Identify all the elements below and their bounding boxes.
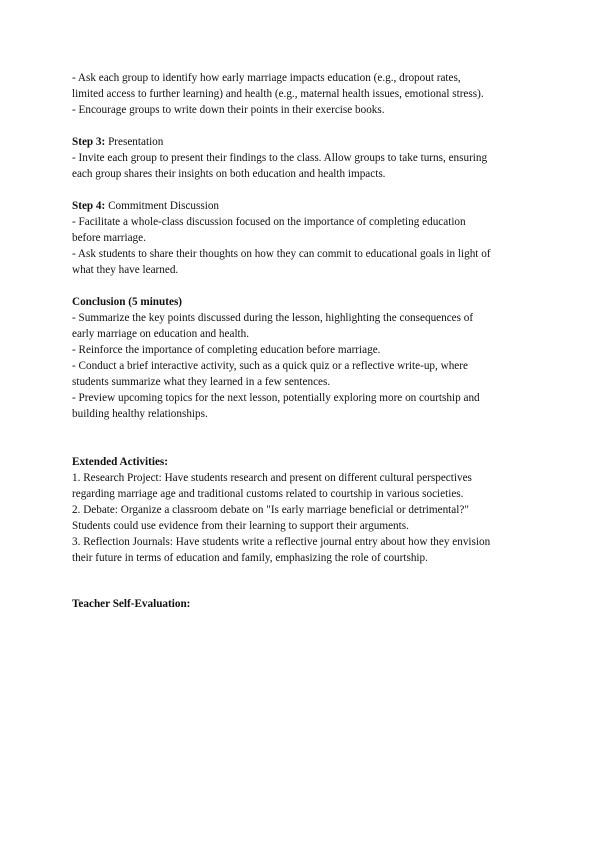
step3-title: Presentation xyxy=(105,136,164,148)
extended-activities-line: Students could use evidence from their learning to support their arguments. xyxy=(72,520,409,532)
conclusion-section xyxy=(72,294,532,422)
step4-heading xyxy=(72,198,532,214)
step4-label: Step 4: xyxy=(72,200,106,212)
step3-section xyxy=(72,134,532,182)
document-page xyxy=(72,70,532,612)
extended-activities-heading: Extended Activities: xyxy=(72,456,169,468)
extended-activities-line: 1. Research Project: Have students research and present on different cultural perspectives xyxy=(72,472,472,484)
intro-section xyxy=(72,70,532,118)
step4-line: - Facilitate a whole-class discussion focused on the importance of completing education xyxy=(72,216,466,228)
conclusion-line: - Summarize the key points discussed during the lesson, highlighting the consequences of xyxy=(72,312,474,324)
step3-line: - Invite each group to present their findings to the class. Allow groups to take turns, ensuring xyxy=(72,152,488,164)
teacher-self-evaluation-section xyxy=(72,596,532,612)
extended-activities-section xyxy=(72,454,532,566)
step3-label: Step 3: xyxy=(72,136,106,148)
teacher-self-evaluation-heading: Teacher Self-Evaluation: xyxy=(72,598,191,610)
extended-activities-line: 2. Debate: Organize a classroom debate on "Is early marriage beneficial or detrimental?" xyxy=(72,504,469,516)
step3-line: each group shares their insights on both education and health impacts. xyxy=(72,168,386,180)
conclusion-line: building healthy relationships. xyxy=(72,408,208,420)
conclusion-line: students summarize what they learned in a few sentences. xyxy=(72,376,331,388)
step4-line: - Ask students to share their thoughts on how they can commit to educational goals in light of xyxy=(72,248,491,260)
conclusion-heading: Conclusion (5 minutes) xyxy=(72,296,183,308)
intro-line: limited access to further learning) and health (e.g., maternal health issues, emotional stress). xyxy=(72,88,484,100)
step4-title: Commitment Discussion xyxy=(105,200,220,212)
extended-activities-line: their future in terms of education and family, emphasizing the role of courtship. xyxy=(72,552,428,564)
extended-activities-line: 3. Reflection Journals: Have students write a reflective journal entry about how they envision xyxy=(72,536,491,548)
step4-line: before marriage. xyxy=(72,232,146,244)
step3-heading xyxy=(72,134,532,150)
step4-section xyxy=(72,198,532,278)
conclusion-line: - Preview upcoming topics for the next lesson, potentially exploring more on courtship and xyxy=(72,392,480,404)
intro-line: - Ask each group to identify how early marriage impacts education (e.g., dropout rates, xyxy=(72,72,461,84)
step4-line: what they have learned. xyxy=(72,264,179,276)
extended-activities-line: regarding marriage age and traditional customs related to courtship in various societies. xyxy=(72,488,464,500)
conclusion-line: - Reinforce the importance of completing education before marriage. xyxy=(72,344,381,356)
intro-line: - Encourage groups to write down their points in their exercise books. xyxy=(72,104,385,116)
conclusion-line: early marriage on education and health. xyxy=(72,328,250,340)
conclusion-line: - Conduct a brief interactive activity, such as a quick quiz or a reflective write-up, where xyxy=(72,360,468,372)
